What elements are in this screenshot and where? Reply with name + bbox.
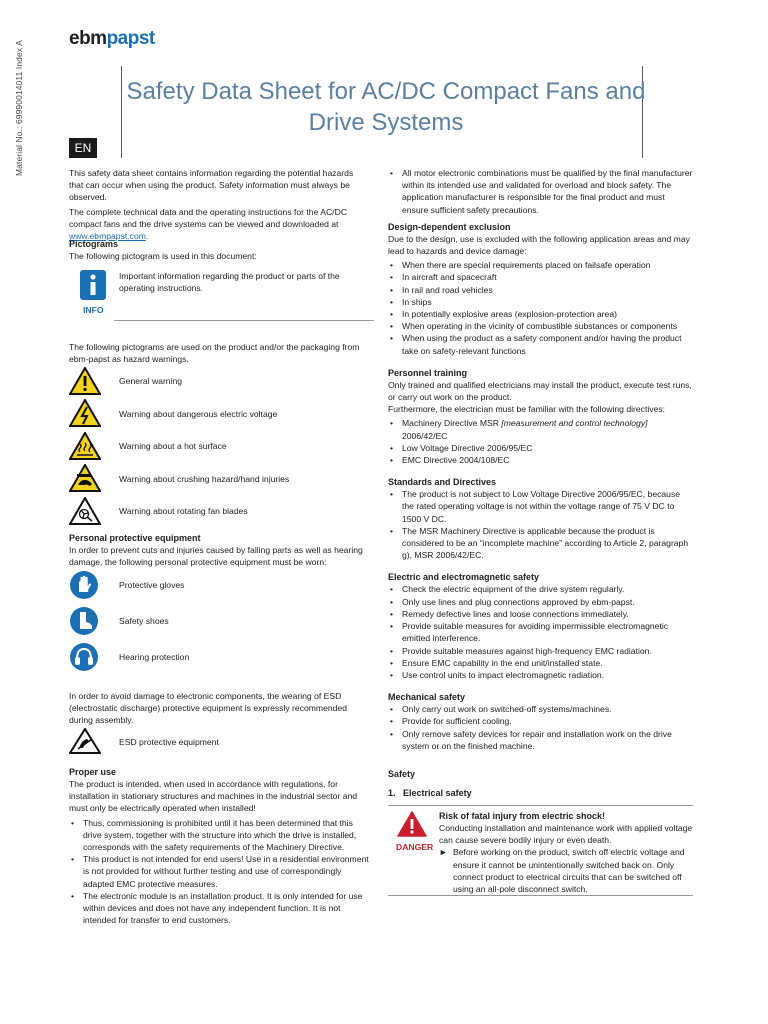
list-item: • Remedy defective lines and loose connections immediately. xyxy=(388,608,693,620)
list-item: • When using the product as a safety component and/or having the product take on safety-relevant functions xyxy=(388,332,693,356)
proper-use-list xyxy=(69,817,369,927)
design-exclusion-text: Due to the design, use is excluded with the following application areas and may lead to hazards and device damage: xyxy=(388,233,690,257)
info-icon xyxy=(80,270,106,300)
arrow-icon: ► xyxy=(439,847,448,858)
directive-name: Machinery Directive MSR xyxy=(402,418,502,429)
proper-use-heading: Proper use xyxy=(69,767,117,777)
list-item: • Provide suitable measures against high-frequency EMC radiation. xyxy=(388,645,693,657)
ppe-label: Safety shoes xyxy=(119,616,169,626)
intro-paragraph-2 xyxy=(69,206,369,243)
electrical-safety-section xyxy=(388,787,693,799)
directive-note: [measurement and control technology] xyxy=(501,418,648,429)
danger-content xyxy=(439,810,694,895)
list-item: • The product is not subject to Low Voltage Directive 2006/95/EC, because the rated operating voltage is not within the voltage range of 75 V DC to 1500 V DC. xyxy=(388,488,693,525)
list-item xyxy=(388,417,693,441)
esd-label: ESD protective equipment xyxy=(119,737,219,747)
electrical-safety-heading: Electrical safety xyxy=(403,788,472,798)
material-number-side-label xyxy=(14,36,30,176)
protective-gloves-icon xyxy=(69,570,101,602)
proper-use-section xyxy=(69,766,369,926)
hazard-intro xyxy=(69,341,369,367)
hot-surface-warning-icon xyxy=(69,432,101,464)
info-divider xyxy=(114,320,374,321)
emc-safety-heading: Electric and electromagnetic safety xyxy=(388,572,540,583)
danger-text: Conducting installation and maintenance work with applied voltage can cause severe bodily injury or even death. xyxy=(439,823,693,846)
hazard-label: Warning about crushing hazard/hand injuries xyxy=(119,474,290,484)
rotating-fan-blades-warning-icon xyxy=(69,497,101,529)
list-item: • In aircraft and spacecraft xyxy=(388,271,693,283)
logo-part2: papst xyxy=(106,28,155,49)
hazard-label: Warning about dangerous electric voltage xyxy=(119,409,278,419)
ppe-heading: Personal protective equipment xyxy=(69,533,201,543)
hearing-protection-icon xyxy=(69,642,101,674)
list-item: • In potentially explosive areas (explosion-protection area) xyxy=(388,308,693,320)
list-item: • The electronic module is an installation product. It is only intended for use within devices and does not have any independent function. It is not intended for transfer to end customers. xyxy=(69,890,369,927)
info-description xyxy=(119,270,374,296)
esd-section xyxy=(69,690,369,729)
list-item: • Provide for sufficient cooling. xyxy=(388,715,693,727)
list-item: • EMC Directive 2004/108/EC xyxy=(388,454,693,466)
esd-text: In order to avoid damage to electronic components, the wearing of ESD (electrostatic discharge) protective equipment is expressly recommended during assembly. xyxy=(69,691,347,726)
list-item: • Check the electric equipment of the drive system regularly. xyxy=(388,583,693,595)
hazard-intro-text: The following pictograms are used on the product and/or the packaging from ebm-papst as hazard warnings. xyxy=(69,342,360,365)
list-item: • Provide suitable measures for avoiding impermissible electromagnetic emitted interference. xyxy=(388,620,693,644)
ppe-label: Protective gloves xyxy=(119,580,185,590)
list-item: • Use control units to impact electromagnetic radiation. xyxy=(388,669,693,681)
top-list xyxy=(388,167,693,216)
standards-list xyxy=(388,488,693,561)
standards-heading: Standards and Directives xyxy=(388,477,497,488)
hazard-label: Warning about a hot surface xyxy=(119,441,227,451)
list-item: • In rail and road vehicles xyxy=(388,284,693,296)
personnel-text-2: Furthermore, the electrician must be familiar with the following directives: xyxy=(388,404,666,415)
danger-label: DANGER xyxy=(396,842,434,852)
ppe-label: Hearing protection xyxy=(119,652,190,662)
title-line-2: Drive Systems xyxy=(308,109,464,136)
info-label: INFO xyxy=(83,305,104,315)
intro-paragraph-2-text: The complete technical data and the operating instructions for the AC/DC compact fans and the drive systems can be viewed and downloaded at xyxy=(69,206,348,229)
list-item: • This product is not intended for end users! Use in a residential environment is not provided for without further testing and use of correspondingly adapted EMC protective measures. xyxy=(69,853,369,890)
pictograms-section xyxy=(69,238,369,264)
list-item: • All motor electronic combinations must be qualified by the final manufacturer within its intended use and validated for overload and block safety. The application manufacturer is responsible for the final product and must ensure sufficient safety precautions. xyxy=(388,167,693,216)
personnel-training-heading: Personnel training xyxy=(388,367,468,378)
proper-use-text: The product is intended, when used in accordance with regulations, for installation in stationary structures and machines in the industrial sector and must only be electrically operated when installed! xyxy=(69,779,358,814)
directive-number: 2006/42/EC xyxy=(402,430,448,441)
left-intro xyxy=(69,167,369,244)
intro-paragraph-1: This safety data sheet contains information regarding the potential hazards that can occur when using the product. Safety information must always be observed. xyxy=(69,168,354,203)
list-item: • Only remove safety devices for repair and installation work on the drive system or on the finished machine. xyxy=(388,728,693,752)
list-item: • Only carry out work on switched-off systems/machines. xyxy=(388,703,693,715)
danger-top-rule xyxy=(388,805,693,806)
hazard-label: General warning xyxy=(119,376,183,386)
safety-shoes-icon xyxy=(69,606,101,638)
logo-part1: ebm xyxy=(69,28,107,49)
personnel-list xyxy=(388,417,693,466)
title-left-rule xyxy=(121,66,122,158)
electric-voltage-warning-icon xyxy=(69,399,101,431)
intro-paragraph-2-end: . xyxy=(145,231,149,242)
design-exclusion-heading: Design-dependent exclusion xyxy=(388,221,511,232)
danger-action xyxy=(439,846,694,895)
title-line-1: Safety Data Sheet for AC/DC Compact Fans and xyxy=(126,78,646,105)
ebmpapst-website-link[interactable]: www.ebmpapst.com xyxy=(69,231,146,242)
list-item: • Thus, commissioning is prohibited until it has been determined that this drive system, together with the structure into which the drive is installed, corresponds with the safety requirements of the Machinery Directive. xyxy=(69,817,369,854)
crushing-hazard-warning-icon xyxy=(69,464,101,496)
list-item: • The MSR Machinery Directive is applicable because the product is considered to be an “incomplete machine” according to Article 2, paragraph g), MSR 2006/42/EC. xyxy=(388,525,693,562)
list-item: • When there are special requirements placed on failsafe operation xyxy=(388,259,693,271)
ppe-section xyxy=(69,532,369,570)
design-exclusion-list xyxy=(388,259,693,357)
pictograms-heading: Pictograms xyxy=(69,239,119,249)
danger-title: Risk of fatal injury from electric shock! xyxy=(439,811,606,821)
danger-bottom-rule xyxy=(388,895,693,896)
list-item: • When operating in the vicinity of combustible substances or components xyxy=(388,320,693,332)
company-logo xyxy=(69,28,155,50)
ppe-text: In order to prevent cuts and injuries caused by falling parts as well as hearing damage, the following personal protective equipment must be worn: xyxy=(69,545,363,568)
general-warning-icon xyxy=(69,367,101,399)
danger-action-text: Before working on the product, switch off electric voltage and ensure it cannot be unintentionally switched back on. Only connect product to electrical circuits that can be switched off using an all-pole disconnect switch. xyxy=(453,847,685,895)
document-title xyxy=(126,76,646,138)
list-item: • Ensure EMC capability in the end unit/installed state. xyxy=(388,657,693,669)
safety-heading: Safety xyxy=(388,769,416,779)
mechanical-list xyxy=(388,703,693,752)
emc-list xyxy=(388,583,693,681)
mechanical-safety-heading: Mechanical safety xyxy=(388,692,466,703)
list-item: • In ships xyxy=(388,296,693,308)
esd-icon xyxy=(69,728,101,760)
section-number: 1. xyxy=(388,788,396,798)
personnel-text-1: Only trained and qualified electricians may install the product, execute test runs, or carry out work on the product. xyxy=(388,379,692,403)
danger-warning-icon xyxy=(397,811,427,842)
list-item: • Only use lines and plug connections approved by ebm-papst. xyxy=(388,596,693,608)
safety-section xyxy=(388,768,693,780)
right-column xyxy=(388,167,693,752)
hazard-label: Warning about rotating fan blades xyxy=(119,506,248,516)
language-badge: EN xyxy=(69,138,97,158)
info-text: Important information regarding the product or parts of the operating instructions. xyxy=(119,271,340,294)
material-number-text: Material No.: 69990014011 Index A xyxy=(14,40,24,176)
list-item: • Low Voltage Directive 2006/95/EC xyxy=(388,442,693,454)
pictograms-intro: The following pictogram is used in this document: xyxy=(69,251,257,261)
